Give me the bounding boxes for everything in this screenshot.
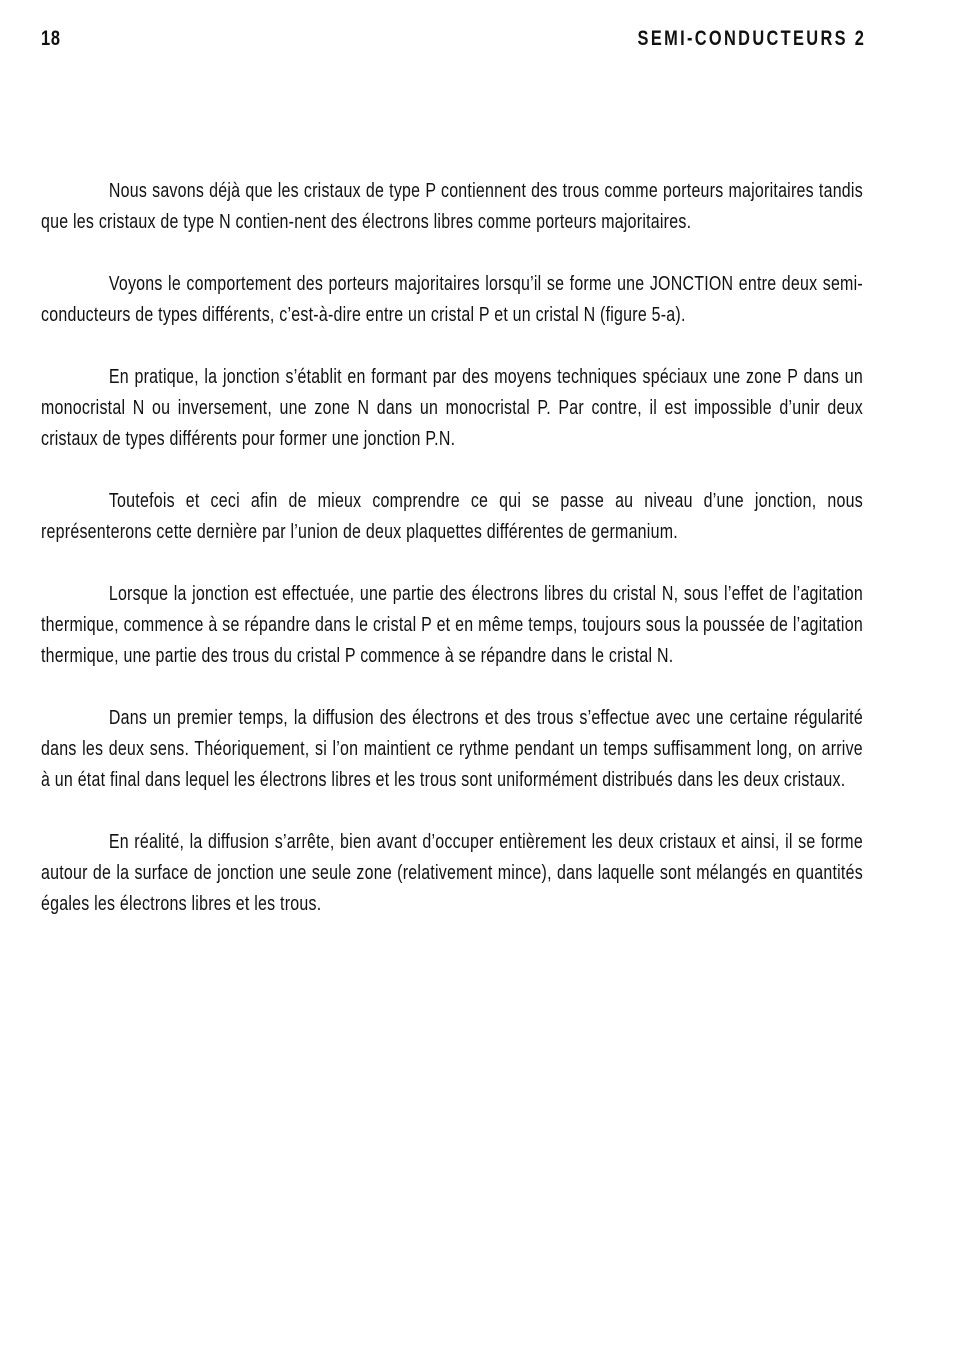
paragraph	[41, 579, 863, 672]
paragraph	[41, 703, 863, 796]
paragraph	[41, 827, 863, 920]
paragraph-text: Lorsque la jonction est effectuée, une partie des électrons libres du cristal N, sous l’effet de l’agitation thermique, commence à se répandre dans le cristal P et en même temps, toujours sous la poussée de l’agitation thermique, une partie des trous du cristal P commence à se répandre dans le cristal N.	[41, 583, 863, 667]
paragraph-text: En pratique, la jonction s’établit en formant par des moyens techniques spéciaux une zone P dans un monocristal N ou inversement, une zone N dans un monocristal P. Par contre, il est impossible d’unir deux cristaux de types différents pour former une jonction P.N.	[41, 366, 863, 450]
page-header	[41, 27, 866, 53]
paragraph	[41, 486, 863, 548]
paragraph-text: Dans un premier temps, la diffusion des électrons et des trous s’effectue avec une certaine régularité dans les deux sens. Théoriquement, si l’on maintient ce rythme pendant un temps suffisamment long, on arrive à un état final dans lequel les électrons libres et les trous sont uniformément distribués dans les deux cristaux.	[41, 707, 863, 791]
paragraph	[41, 362, 863, 455]
page-number: 18	[41, 27, 61, 50]
body-text	[41, 176, 863, 951]
running-title: SEMI-CONDUCTEURS 2	[637, 27, 867, 50]
paragraph-text: Nous savons déjà que les cristaux de type P contiennent des trous comme porteurs majoritaires tandis que les cristaux de type N contien-nent des électrons libres comme porteurs majoritaires.	[41, 180, 863, 233]
paragraph-text: Toutefois et ceci afin de mieux comprendre ce qui se passe au niveau d’une jonction, nous représenterons cette dernière par l’union de deux plaquettes différentes de germanium.	[41, 490, 863, 543]
paragraph-text: Voyons le comportement des porteurs majoritaires lorsqu’il se forme une JONCTION entre deux semi-conducteurs de types différents, c’est-à-dire entre un cristal P et un cristal N (figure 5-a).	[41, 273, 863, 326]
paragraph	[41, 269, 863, 331]
paragraph-text: En réalité, la diffusion s’arrête, bien avant d’occuper entièrement les deux cristaux et ainsi, il se forme autour de la surface de jonction une seule zone (relativement mince), dans laquelle sont mélangés en quantités égales les électrons libres et les trous.	[41, 831, 863, 915]
paragraph	[41, 176, 863, 238]
